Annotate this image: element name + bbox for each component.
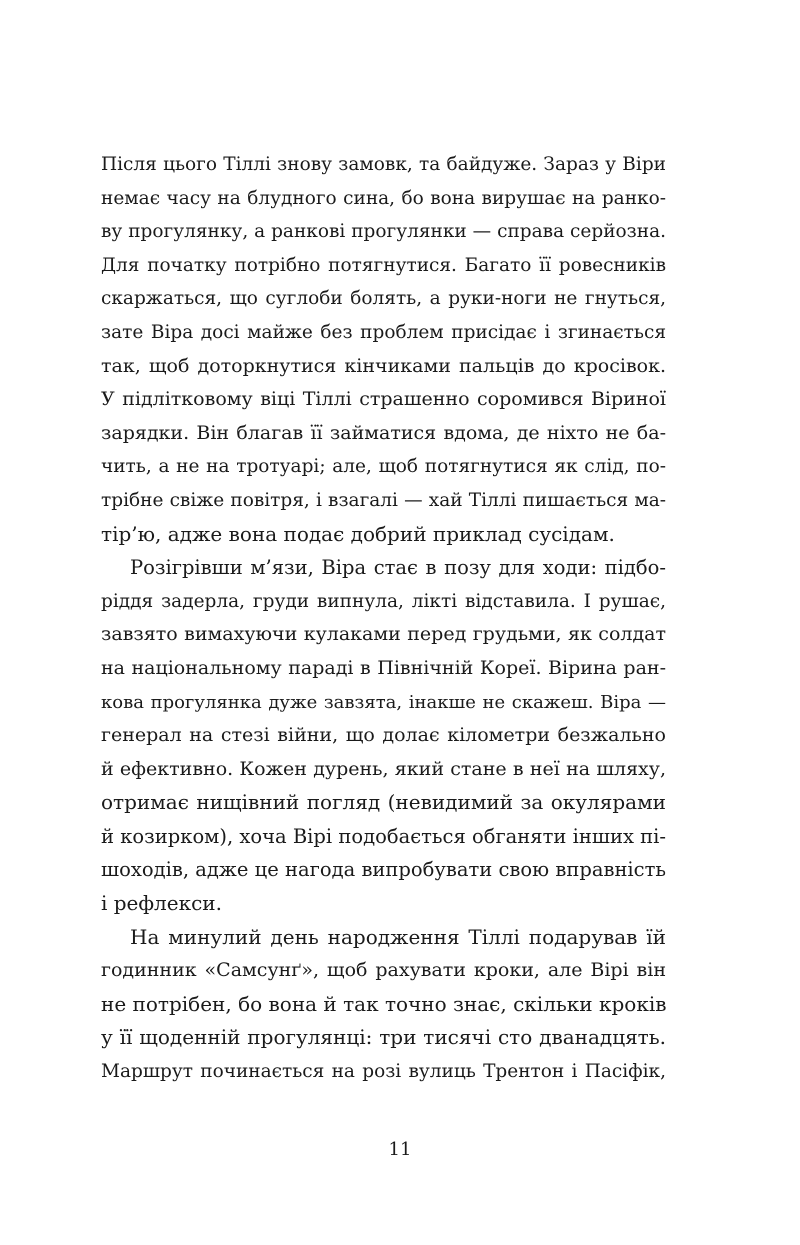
text-line: ву прогулянку, а ранкові прогулянки — справа серйозна. bbox=[101, 221, 666, 243]
paragraph-first-line: Розігрівши м’язи, Віра стає в позу для ходи: підбо- bbox=[130, 556, 666, 580]
text-line: і рефлекси. bbox=[101, 891, 222, 916]
text-line: немає часу на блудного сина, бо вона вирушає на ранко- bbox=[101, 187, 666, 209]
paragraph-first-line: На минулий день народження Тіллі подарував їй bbox=[130, 924, 666, 949]
text-line: кова прогулянка дуже завзята, інакше не скажеш. Віра — bbox=[101, 691, 666, 713]
text-line: зате Віра досі майже без проблем присідає і згинається bbox=[101, 321, 666, 343]
text-line: У підлітковому віці Тіллі страшенно соромився Віриної bbox=[101, 388, 666, 411]
body-text bbox=[101, 148, 666, 1089]
text-line: й козирком), хоча Вірі подобається обганяти інших пі- bbox=[101, 824, 666, 848]
text-line: чить, а не на тротуарі; але, щоб потягнутися як слід, по- bbox=[101, 456, 666, 478]
text-line: отримає нищівний погляд (невидимий за окулярами bbox=[101, 790, 666, 815]
text-line: завзято вимахуючи кулаками перед грудьми, як солдат bbox=[101, 623, 666, 646]
text-line: Після цього Тіллі знову замовк, та байдуже. Зараз у Віри bbox=[101, 154, 666, 175]
page-number: 11 bbox=[388, 1139, 412, 1160]
text-line: трібне свіже повітря, і взагалі — хай Тіллі пишається ма- bbox=[101, 489, 666, 511]
text-line: ріддя задерла, груди випнула, лікті відставила. І рушає, bbox=[101, 590, 666, 612]
text-line: тір’ю, адже вона подає добрий приклад сусідам. bbox=[101, 521, 615, 546]
text-line: у її щоденній прогулянці: три тисячі сто дванадцять. bbox=[101, 1025, 666, 1050]
text-line: й ефективно. Кожен дурень, який стане в неї на шляху, bbox=[101, 757, 666, 780]
text-line: так, щоб доторкнутися кінчиками пальців до кросівок. bbox=[101, 354, 666, 377]
text-line: Маршрут починається на розі вулиць Трентон і Пасіфік, bbox=[101, 1061, 666, 1083]
text-line: Для початку потрібно потягнутися. Багато її ровесників bbox=[101, 254, 666, 276]
text-line: на національному параді в Північній Кореї. Вірина ран- bbox=[101, 656, 666, 679]
text-line: не потрібен, бо вона й так точно знає, скільки кроків bbox=[101, 991, 666, 1016]
text-line: скаржаться, що суглоби болять, а руки-ноги не гнуться, bbox=[101, 288, 666, 310]
text-line: генерал на стезі війни, що долає кілометри безжально bbox=[101, 724, 666, 747]
text-line: зарядки. Він благав її займатися вдома, де ніхто не ба- bbox=[101, 421, 666, 444]
text-line: шоходів, адже це нагода випробувати свою вправність bbox=[101, 858, 666, 882]
text-line: годинник «Самсунґ», щоб рахувати кроки, але Вірі він bbox=[101, 959, 666, 982]
